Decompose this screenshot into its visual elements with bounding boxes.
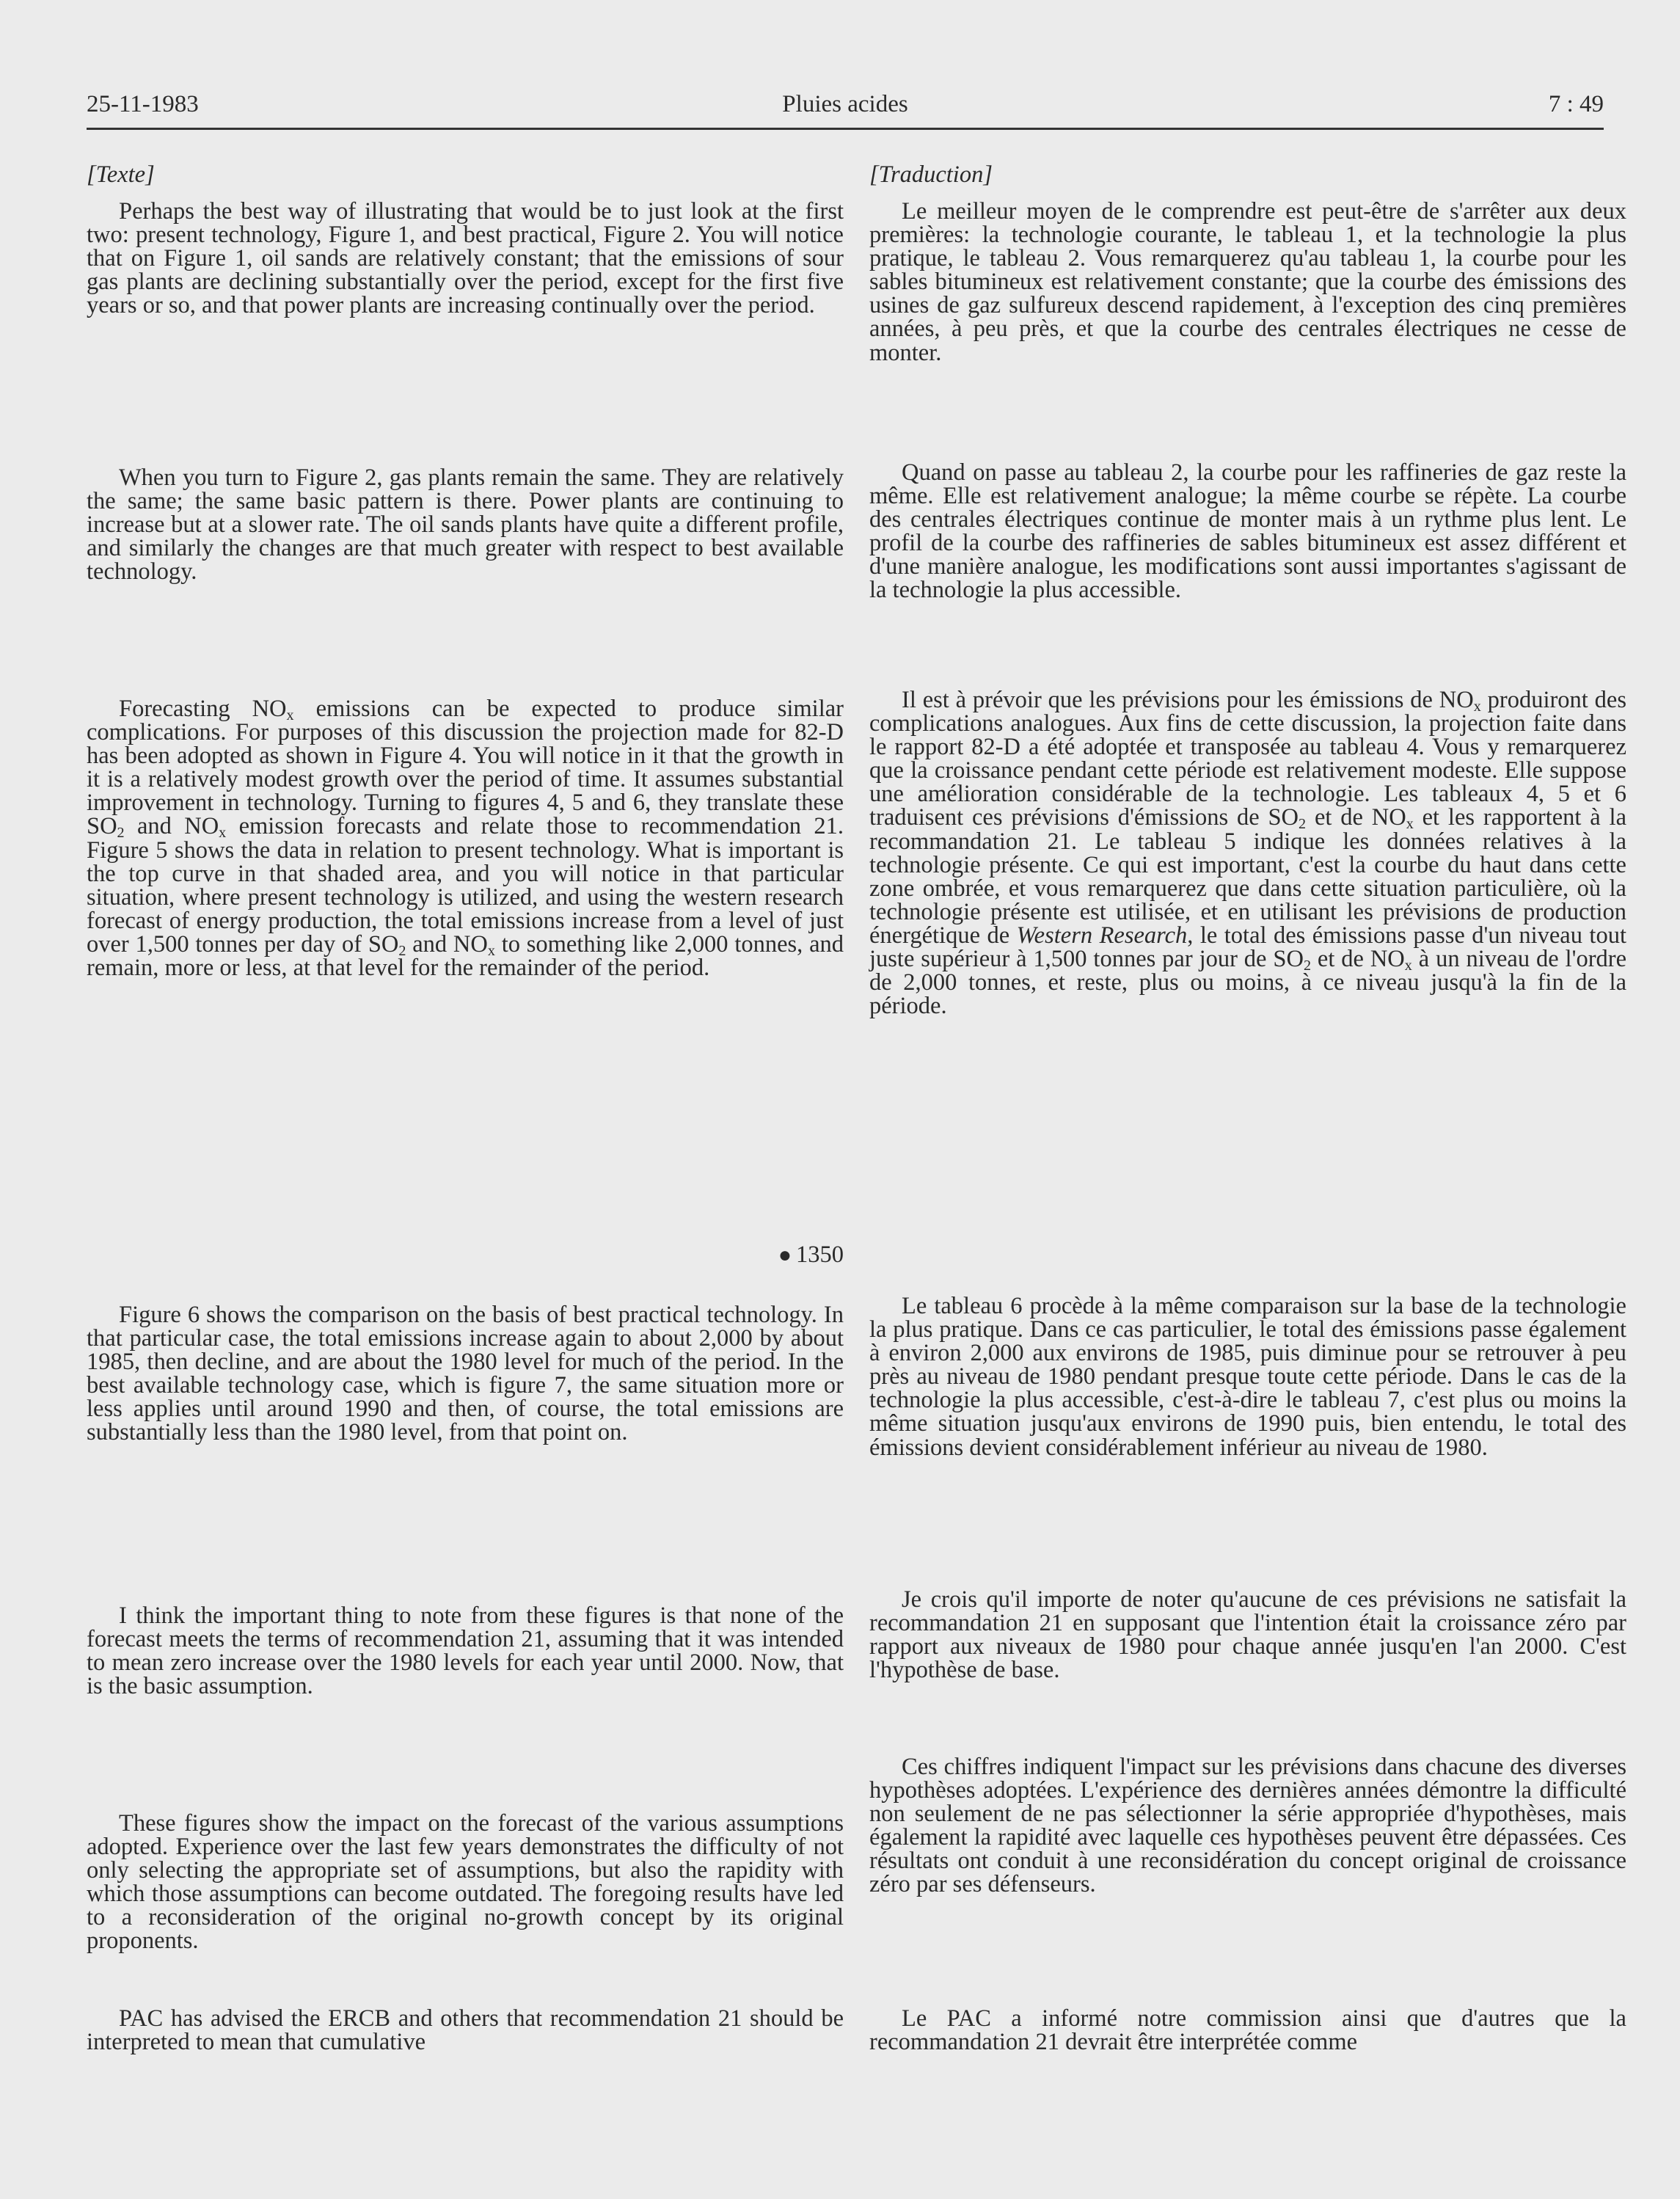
time-marker bbox=[87, 1241, 844, 1269]
paragraph: Ces chiffres indiquent l'impact sur les prévisions dans chacune des diverses hypothèses adoptées. L'expérience des dernières années démontre la difficulté non seulement de ne pas sélectionner la série appropriée d'hypothèses, mais également la rapidité avec laquelle ces hypothèses peuvent être dépassées. Ces résultats ont conduit à une reconsidération du concept original de croissance zéro par ses défenseurs. bbox=[869, 1754, 1626, 1898]
paragraph: Le meilleur moyen de le comprendre est peut-être de s'arrêter aux deux premières: la technologie courante, le tableau 1, et la technologie la plus pratique, le tableau 2. Vous remarquerez qu'au tableau 1, la courbe pour les sables bitumineux est relativement constante; que la courbe des émissions des usines de gaz sulfureux descend rapidement, à l'exception des cinq premières années, à peu près, et que la courbe des centrales électriques ne cesse de monter. bbox=[869, 198, 1626, 366]
paragraph: Je crois qu'il importe de noter qu'aucune de ces prévisions ne satisfait la recommandation 21 en supposant que l'intention était la croissance zéro par rapport aux niveaux de 1980 pour chaque année jusqu'en l'an 2000. C'est l'hypothèse de base. bbox=[869, 1586, 1626, 1684]
paragraph: I think the important thing to note from these figures is that none of the forecast meets the terms of recommendation 21, assuming that it was intended to mean zero increase over the 1980 levels for each year until 2000. Now, that is the basic assumption. bbox=[87, 1602, 844, 1700]
paragraph: Quand on passe au tableau 2, la courbe pour les raffineries de gaz reste la même. Elle est relativement analogue; la même courbe se répète. La courbe des centrales électriques continue de monter mais à un rythme plus lent. Le profil de la courbe des raffineries de sables bitumineux est assez différent et d'une manière analogue, les modifications sont aussi importantes s'agissant de la technologie la plus accessible. bbox=[869, 459, 1626, 604]
paragraph: These figures show the impact on the forecast of the various assumptions adopted. Experience over the last few years demonstrates the difficulty of not only selecting the appropriate set of assumptions, but also the rapidity with which those assumptions can become outdated. The foregoing results have led to a reconsideration of the original no-growth concept by its original proponents. bbox=[87, 1810, 844, 1955]
paragraph: Le PAC a informé notre commission ainsi que d'autres que la recommandation 21 devrait être interprétée comme bbox=[869, 2005, 1626, 2056]
header-page-number: 7 : 49 bbox=[1548, 91, 1604, 117]
time-marker-value: 1350 bbox=[796, 1241, 844, 1268]
label-text: Traduction bbox=[878, 161, 984, 188]
paragraph: When you turn to Figure 2, gas plants remain the same. They are relatively the same; the same basic pattern is there. Power plants are continuing to increase but at a slower rate. The oil sands plants have quite a different profile, and similarly the changes are that much greater with respect to best available technology. bbox=[87, 464, 844, 586]
header-date: 25-11-1983 bbox=[87, 91, 199, 117]
header-title: Pluies acides bbox=[782, 91, 908, 117]
paragraph: Le tableau 6 procède à la même comparaison sur la base de la technologie la plus pratique. Dans ce cas particulier, le total des émissions passe également à environ 2,000 aux environs de 1985, puis diminue pour se retrouver à peu près au niveau de 1980 pendant presque toute cette période. Dans le cas de la technologie la plus accessible, c'est-à-dire le tableau 7, c'est plus ou moins la même situation jusqu'aux environs de 1990 puis, bien entendu, le total des émissions devient considérablement inférieur au niveau de 1980. bbox=[869, 1293, 1626, 1461]
bullet-icon: ● bbox=[778, 1243, 792, 1267]
paragraph: Perhaps the best way of illustrating that would be to just look at the first two: present technology, Figure 1, and best practical, Figure 2. You will notice that on Figure 1, oil sands are relatively constant; that the emissions of sour gas plants are declining substantially over the period, except for the first five years or so, and that power plants are increasing continually over the period. bbox=[87, 198, 844, 319]
label-text: Texte bbox=[95, 161, 146, 188]
paragraph: Il est à prévoir que les prévisions pour les émissions de $NO_x$ produiront des complications analogues. Aux fins de cette discussion, la projection faite dans le rapport 82-D a été adoptée et transposée au tableau 4. Vous y remarquerez que la croissance pendant cette période est relativement modeste. Elle suppose une amélioration considérable de la technologie. Les tableaux 4, 5 et 6 traduisent ces prévisions d'émissions de $SO_2$ et de $NO_x$ et les rapportent à la recommandation 21. Le tableau 5 indique les données relatives à la technologie présente. Ce qui est important, c'est la courbe du haut dans cette zone ombrée, et vous remarquerez que dans cette situation particulière, où la technologie présente est utilisée, et en utilisant les prévisions de production énergétique de Western Research, le total des émissions passe d'un niveau tout juste supérieur à 1,500 tonnes par jour de $SO_2$ et de $NO_x$ à un niveau de l'ordre de 2,000 tonnes, et reste, plus ou moins, à ce niveau jusqu'à la fin de la période. bbox=[869, 687, 1627, 1020]
column-label-traduction: [Traduction] bbox=[869, 161, 993, 188]
column-label-texte: [Texte] bbox=[87, 161, 155, 188]
english-column bbox=[87, 161, 844, 2056]
paragraph: PAC has advised the ERCB and others that recommendation 21 should be interpreted to mean that cumulative bbox=[87, 2005, 844, 2056]
running-header bbox=[87, 87, 1604, 130]
paragraph: Forecasting $NO_x$ emissions can be expected to produce similar complications. For purposes of this discussion the projection made for 82-D has been adopted as shown in Figure 4. You will notice in it that the growth in it is a relatively modest growth over the period of time. It assumes substantial improvement in technology. Turning to figures 4, 5 and 6, they translate these $SO_2$ and $NO_x$ emission forecasts and relate those to recommendation 21. Figure 5 shows the data in relation to present technology. What is important is the top curve in that shaded area, and you will notice in that particular situation, where present technology is utilized, and using the western research forecast of energy production, the total emissions increase from a level of just over 1,500 tonnes per day of $SO_2$ and $NO_x$ to something like 2,000 tonnes, and remain, more or less, at that level for the remainder of the period. bbox=[87, 696, 844, 982]
french-column bbox=[869, 161, 1627, 2056]
paragraph: Figure 6 shows the comparison on the basis of best practical technology. In that particular case, the total emissions increase again to about 2,000 by about 1985, then decline, and are about the 1980 level for much of the period. In the best available technology case, which is figure 7, the same situation more or less applies until around 1990 and then, of course, the total emissions are substantially less than the 1980 level, from that point on. bbox=[87, 1302, 844, 1446]
